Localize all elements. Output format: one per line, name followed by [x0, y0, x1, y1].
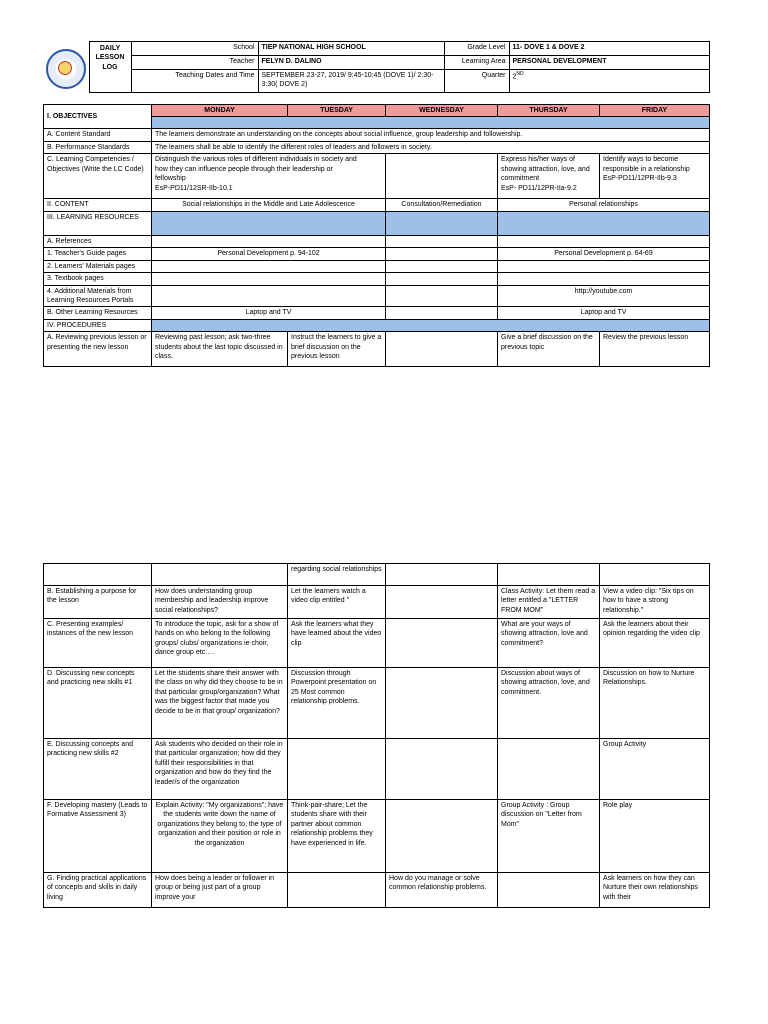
dates-label: Teaching Dates and Time	[131, 70, 258, 93]
additional-materials-label: 4. Additional Materials from Learning Resources Portals	[44, 285, 152, 307]
applications-friday: Ask learners on how they can Nurture their own relationships with their	[600, 873, 710, 908]
area-label: Learning Area	[444, 56, 509, 70]
purpose-tuesday: Let the learners watch a video clip entitled "	[288, 586, 386, 619]
procedures-label: IV. PROCEDURES	[44, 319, 152, 331]
examples-label: C. Presenting examples/ instances of the new lesson	[44, 619, 152, 668]
resources-label: III. LEARNING RESOURCES	[44, 211, 152, 235]
applications-wednesday: How do you manage or solve common relationship problems.	[386, 873, 498, 908]
examples-tuesday: Ask the learners what they have learned about the video clip	[288, 619, 386, 668]
header-table	[43, 41, 710, 93]
references-label: A. References	[44, 235, 152, 247]
day-tuesday: TUESDAY	[288, 105, 386, 117]
applications-label: G. Finding practical applications of concepts and skills in daily living	[44, 873, 152, 908]
other-resources-thursday: Laptop and TV	[498, 307, 710, 319]
review-friday: Review the previous lesson	[600, 332, 710, 367]
purpose-friday: View a video clip: "Six tips on how to have a strong relationship."	[600, 586, 710, 619]
content-monday: Social relationships in the Middle and Late Adolescence	[152, 199, 386, 211]
mastery-thursday: Group Activity : Group discussion on "Letter from Mom"	[498, 800, 600, 873]
procedures-band	[152, 319, 710, 331]
mastery-label: F. Developing mastery (Leads to Formative Assessment 3)	[44, 800, 152, 873]
school-value: TIEP NATIONAL HIGH SCHOOL	[258, 42, 444, 56]
tg-pages-monday: Personal Development p. 94-102	[152, 248, 386, 260]
content-wednesday: Consultation/Remediation	[386, 199, 498, 211]
content-standard-label: A. Content Standard	[44, 129, 152, 141]
new-skills-2-monday: Ask students who decided on their role in that particular organization; how did they fulfill their responsibilities in that organization and how do they find the leader/s of the organization	[152, 739, 288, 800]
new-skills-1-thursday: Discussion about ways of showing attraction, love, and commitment.	[498, 668, 600, 739]
deped-seal	[43, 42, 89, 93]
day-monday: MONDAY	[152, 105, 288, 117]
school-label: School	[131, 42, 258, 56]
competencies-wednesday	[386, 154, 498, 199]
review-monday: Reviewing past lesson; ask two-three students about the last topic discussed in class.	[152, 332, 288, 367]
competencies-label: C. Learning Competencies / Objectives (Write the LC Code)	[44, 154, 152, 199]
purpose-monday: How does understanding group membership and leadership improve social relationships?	[152, 586, 288, 619]
grade-label: Grade Level	[444, 42, 509, 56]
examples-friday: Ask the learners about their opinion regarding the video clip	[600, 619, 710, 668]
seal-icon	[46, 49, 86, 89]
competencies-thursday: Express his/her ways of showing attraction, love, and commitment EsP- PD11/12PR-IIa-9.2	[498, 154, 600, 199]
review-wednesday	[386, 332, 498, 367]
objectives-label: I. OBJECTIVES	[44, 105, 152, 129]
additional-materials-thursday: http://youtube.com	[498, 285, 710, 307]
lesson-table-page-2	[43, 563, 710, 908]
textbook-pages-label: 3. Textbook pages	[44, 273, 152, 285]
applications-monday: How does being a leader or follower in group or being just part of a group improve your	[152, 873, 288, 908]
competencies-monday: Distinguish the various roles of different individuals in society and how they can influence people through their leadership or fellowship EsP-PD11/12SR-IIb-10.1	[152, 154, 386, 199]
review-tuesday: Instruct the learners to give a brief discussion on the previous lesson	[288, 332, 386, 367]
examples-thursday: What are your ways of showing attraction, love and commitment?	[498, 619, 600, 668]
resources-band-3	[498, 211, 710, 235]
mastery-tuesday: Think-pair-share; Let the students share with their partner about common relationship problems they have experienced in life.	[288, 800, 386, 873]
teacher-label: Teacher	[131, 56, 258, 70]
purpose-label: B. Establishing a purpose for the lesson	[44, 586, 152, 619]
performance-standard-text: The learners shall be able to identify the different roles of leaders and followers in society.	[152, 141, 710, 153]
objectives-band	[152, 117, 710, 129]
new-skills-1-label: D. Discussing new concepts and practicing new skills #1	[44, 668, 152, 739]
quarter-label: Quarter	[444, 70, 509, 93]
new-skills-2-label: E. Discussing concepts and practicing new skills #2	[44, 739, 152, 800]
day-thursday: THURSDAY	[498, 105, 600, 117]
grade-value: 11- DOVE 1 & DOVE 2	[509, 42, 709, 56]
review-tuesday-cont: regarding social relationships	[288, 564, 386, 586]
other-resources-label: B. Other Learning Resources	[44, 307, 152, 319]
new-skills-2-friday: Group Activity	[600, 739, 710, 800]
content-standard-text: The learners demonstrate an understanding on the concepts about social influence, group leadership and followership.	[152, 129, 710, 141]
day-friday: FRIDAY	[600, 105, 710, 117]
lesson-table-page-1	[43, 104, 710, 367]
performance-standard-label: B. Performance Standards	[44, 141, 152, 153]
content-thursday: Personal relationships	[498, 199, 710, 211]
resources-band-1	[152, 211, 386, 235]
mastery-friday: Role play	[600, 800, 710, 873]
other-resources-monday: Laptop and TV	[152, 307, 386, 319]
new-skills-1-monday: Let the students share their answer with the class on why did they choose to be in that particular group/organization? What was the biggest factor that made you decide to be in that group/ organization?	[152, 668, 288, 739]
mastery-monday: Explain Activity: "My organizations"; have the students write down the name of organizations they belong to, the type of organization and their position or role in the organization	[152, 800, 288, 873]
teacher-value: FELYN D. DALINO	[258, 56, 444, 70]
day-wednesday: WEDNESDAY	[386, 105, 498, 117]
tg-pages-label: 1. Teacher's Guide pages	[44, 248, 152, 260]
resources-band-2	[386, 211, 498, 235]
lm-pages-label: 2. Learners' Materials pages	[44, 260, 152, 272]
examples-monday: To introduce the topic, ask for a show of hands on who belong to the following groups/ clubs/ organizations ie choir, dance group etc….	[152, 619, 288, 668]
competencies-friday: Identify ways to become responsible in a relationship EsP-PD11/12PR-IIb-9.3	[600, 154, 710, 199]
lesson-log-title: DAILY LESSON LOG	[89, 42, 131, 93]
quarter-value: 2ND	[509, 70, 709, 93]
content-label: II. CONTENT	[44, 199, 152, 211]
review-thursday: Give a brief discussion on the previous topic	[498, 332, 600, 367]
area-value: PERSONAL DEVELOPMENT	[509, 56, 709, 70]
review-label: A. Reviewing previous lesson or presenting the new lesson	[44, 332, 152, 367]
purpose-thursday: Class Activity: Let them read a letter entitled a "LETTER FROM MOM"	[498, 586, 600, 619]
dates-value: SEPTEMBER 23-27, 2019/ 9:45-10:45 (DOVE 1)/ 2:30-3:30( DOVE 2)	[258, 70, 444, 93]
new-skills-1-friday: Discussion on how to Nurture Relationships.	[600, 668, 710, 739]
new-skills-1-tuesday: Discussion through Powerpoint presentation on 25 Most common relationship problems.	[288, 668, 386, 739]
tg-pages-thursday: Personal Development p. 64-69	[498, 248, 710, 260]
